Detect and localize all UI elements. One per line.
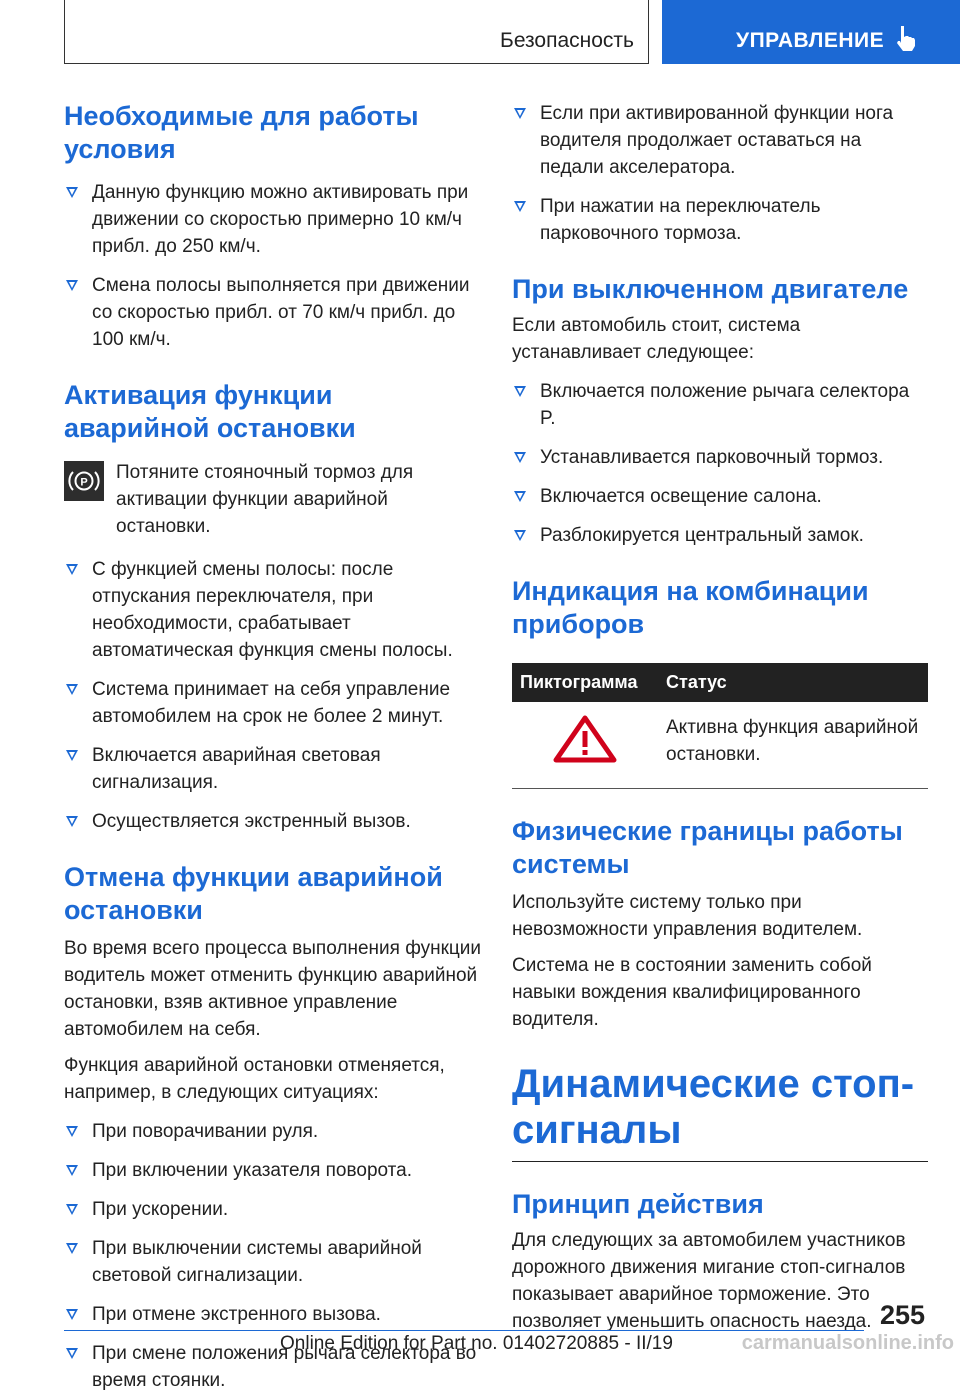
list-item: Разблокируется центральный замок. [512,522,928,549]
cancel-paragraph-1: Во время всего процесса выполнения функции водитель может отменить функцию аварийной остановки, взяв активное управление автомобилем на себя. [64,938,482,1040]
section-title-block [512,1061,928,1162]
parking-brake-icon [64,461,104,501]
table-header-pictogram: Пиктограмма [512,663,658,702]
header-chapter-box [662,0,960,64]
table-row [512,702,928,789]
page-number: 255 [880,1300,926,1330]
watermark: carmanualsonline.info [741,1332,954,1354]
bullet-triangle-icon [514,491,526,502]
heading-engine-off: При выключенном двигателе [512,274,909,304]
list-item: Система принимает на себя управление автомобилем на срок не более 2 минут. [64,676,482,730]
table-cell-status: Активна функция аварийной остановки. [658,702,928,789]
bullet-triangle-icon [66,1165,78,1176]
svg-text:P: P [80,476,88,489]
bullet-triangle-icon [66,1309,78,1320]
heading-cluster: Индикация на комбинации приборов [512,576,869,639]
list-item: Включается аварийная световая сигнализация. [64,742,482,796]
bullet-triangle-icon [514,530,526,541]
activation-text: Потяните стояночный тормоз для активации функции аварийной остановки. [116,462,414,537]
bullet-triangle-icon [66,280,78,291]
header-section-title: Безопасность [500,29,634,52]
bullet-triangle-icon [66,564,78,575]
heading-principle: Принцип действия [512,1189,764,1219]
list-item: Если при активированной функции нога водителя продолжает оставаться на педали акселератора. [512,100,928,181]
list-item: Осуществляется экстренный вызов. [64,808,482,835]
hand-pointer-icon [894,24,920,52]
header-section-box [64,0,649,64]
table-header-status: Статус [658,663,928,702]
left-column [64,100,482,1394]
table-cell-icon [512,702,658,789]
heading-cancel: Отмена функции аварийной остановки [64,862,443,925]
list-item: Включается освещение салона. [512,483,928,510]
footer-rule [64,1330,864,1331]
heading-dynamic-brake-lights: Динамические стоп-сигналы [512,1062,915,1152]
bullet-triangle-icon [514,452,526,463]
table-header-row [512,663,928,702]
bullet-triangle-icon [66,1243,78,1254]
bullet-triangle-icon [66,1126,78,1137]
limits-paragraph-1: Используйте систему только при невозможности управления водителем. [512,892,863,940]
indicator-table [512,663,928,789]
list-item: При нажатии на переключатель парковочного тормоза. [512,193,928,247]
heading-limits: Физические границы работы системы [512,816,903,879]
list-item: Данную функцию можно активировать при движении со скоростью примерно 10 км/ч прибл. до 250 км/ч. [64,179,482,260]
list-item: При включении указателя поворота. [64,1157,482,1184]
bullet-triangle-icon [514,386,526,397]
list-item: При отмене экстренного вызова. [64,1301,482,1328]
list-item: Устанавливается парковочный тормоз. [512,444,928,471]
principle-paragraph: Для следующих за автомобилем участников дорожного движения мигание стоп-сигналов показывает аварийное торможение. Это позволяет уменьшить опасность наезда. [512,1230,906,1332]
activation-instruction [64,459,482,540]
header-chapter-title: УПРАВЛЕНИЕ [736,29,885,52]
bullet-triangle-icon [514,108,526,119]
bullet-triangle-icon [66,1204,78,1215]
bullet-triangle-icon [514,201,526,212]
bullet-triangle-icon [66,750,78,761]
bullet-triangle-icon [66,816,78,827]
list-item: При выключении системы аварийной световой сигнализации. [64,1235,482,1289]
bullet-triangle-icon [66,187,78,198]
list-item: Смена полосы выполняется при движении со скоростью прибл. от 70 км/ч прибл. до 100 км/ч. [64,272,482,353]
list-item: При поворачивании руля. [64,1118,482,1145]
cancel-paragraph-2: Функция аварийной остановки отменяется, например, в следующих ситуациях: [64,1055,445,1103]
engine-off-paragraph: Если автомобиль стоит, система устанавливает следующее: [512,315,801,363]
list-item: При ускорении. [64,1196,482,1223]
heading-activation: Активация функции аварийной остановки [64,380,356,443]
list-item: Включается положение рычага селектора P. [512,378,928,432]
bullet-triangle-icon [66,1348,78,1359]
heading-conditions: Необходимые для работы условия [64,101,419,164]
list-item: При смене положения рычага селектора во время стоянки. [64,1340,482,1394]
warning-triangle-icon [552,714,618,764]
limits-paragraph-2: Система не в состоянии заменить собой навыки вождения квалифицированного водителя. [512,955,872,1030]
footer-edition: Online Edition for Part no. 01402720885 - II/19 [280,1333,673,1354]
right-column [512,100,928,1335]
list-item: С функцией смены полосы: после отпускания переключателя, при необходимости, срабатывает автоматическая функция смены полосы. [64,556,482,664]
bullet-triangle-icon [66,684,78,695]
